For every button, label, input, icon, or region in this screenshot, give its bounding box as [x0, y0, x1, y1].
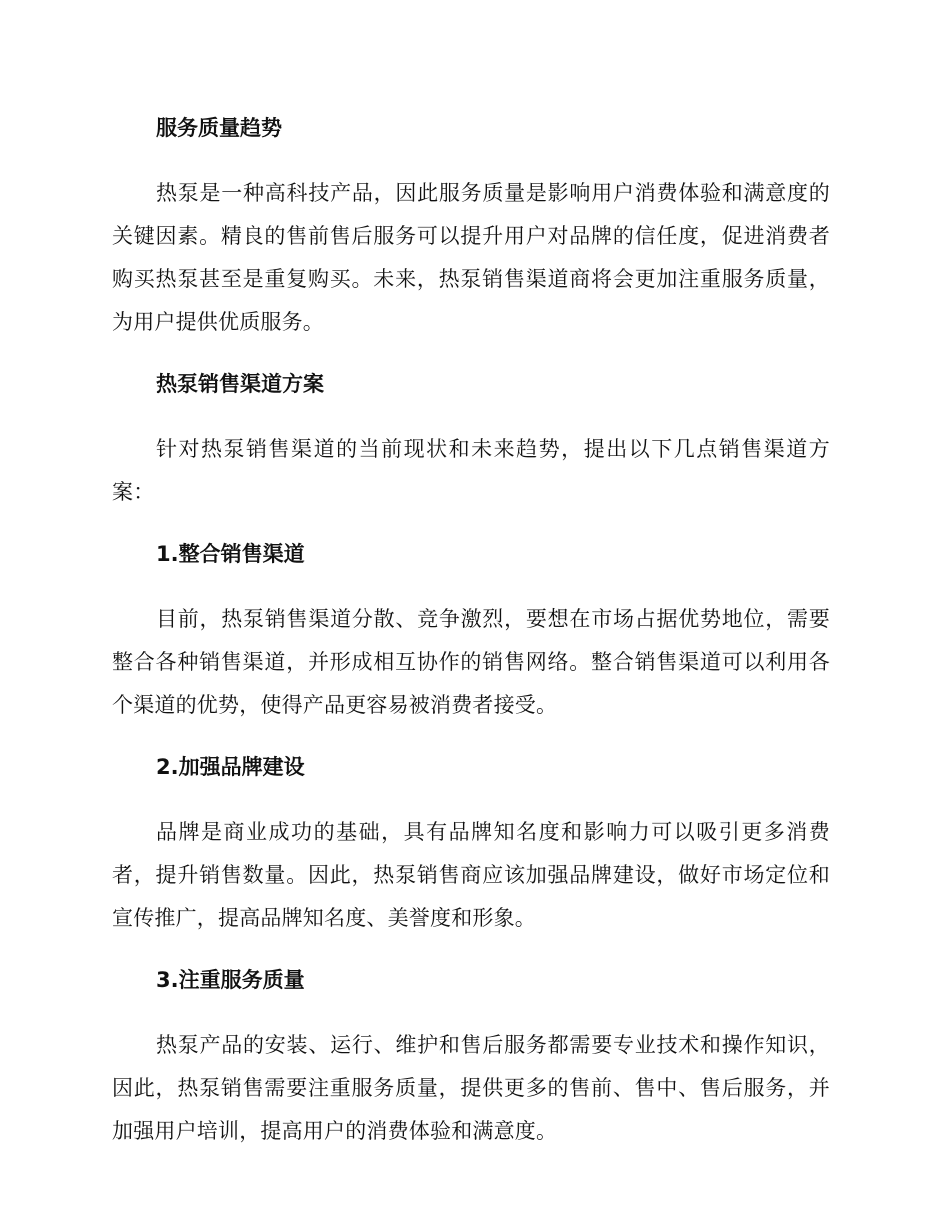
section-sales-channel-plan	[112, 366, 830, 514]
section-heading: 1.整合销售渠道	[156, 542, 305, 566]
section-service-quality-trend	[112, 110, 830, 344]
section-paragraph: 针对热泵销售渠道的当前现状和未来趋势，提出以下几点销售渠道方案：	[112, 437, 830, 504]
section-brand-building	[112, 749, 830, 940]
section-heading: 3.注重服务质量	[156, 968, 305, 992]
section-heading: 2.加强品牌建设	[156, 755, 305, 779]
section-paragraph: 品牌是商业成功的基础，具有品牌知名度和影响力可以吸引更多消费者，提升销售数量。因此，热泵销售商应该加强品牌建设，做好市场定位和宣传推广，提高品牌知名度、美誉度和形象。	[112, 820, 830, 930]
section-heading: 服务质量趋势	[156, 116, 282, 140]
section-paragraph: 目前，热泵销售渠道分散、竞争激烈，要想在市场占据优势地位，需要整合各种销售渠道，并形成相互协作的销售网络。整合销售渠道可以利用各个渠道的优势，使得产品更容易被消费者接受。	[112, 607, 830, 717]
section-paragraph: 热泵产品的安装、运行、维护和售后服务都需要专业技术和操作知识，因此，热泵销售需要注重服务质量，提供更多的售前、售中、售后服务，并加强用户培训，提高用户的消费体验和满意度。	[112, 1033, 830, 1143]
section-service-quality	[112, 962, 830, 1153]
document-content	[112, 110, 830, 1175]
section-integrate-channels	[112, 536, 830, 727]
section-heading: 热泵销售渠道方案	[156, 372, 324, 396]
section-paragraph: 热泵是一种高科技产品，因此服务质量是影响用户消费体验和满意度的关键因素。精良的售前售后服务可以提升用户对品牌的信任度，促进消费者购买热泵甚至是重复购买。未来，热泵销售渠道商将会更加注重服务质量，为用户提供优质服务。	[112, 181, 830, 334]
